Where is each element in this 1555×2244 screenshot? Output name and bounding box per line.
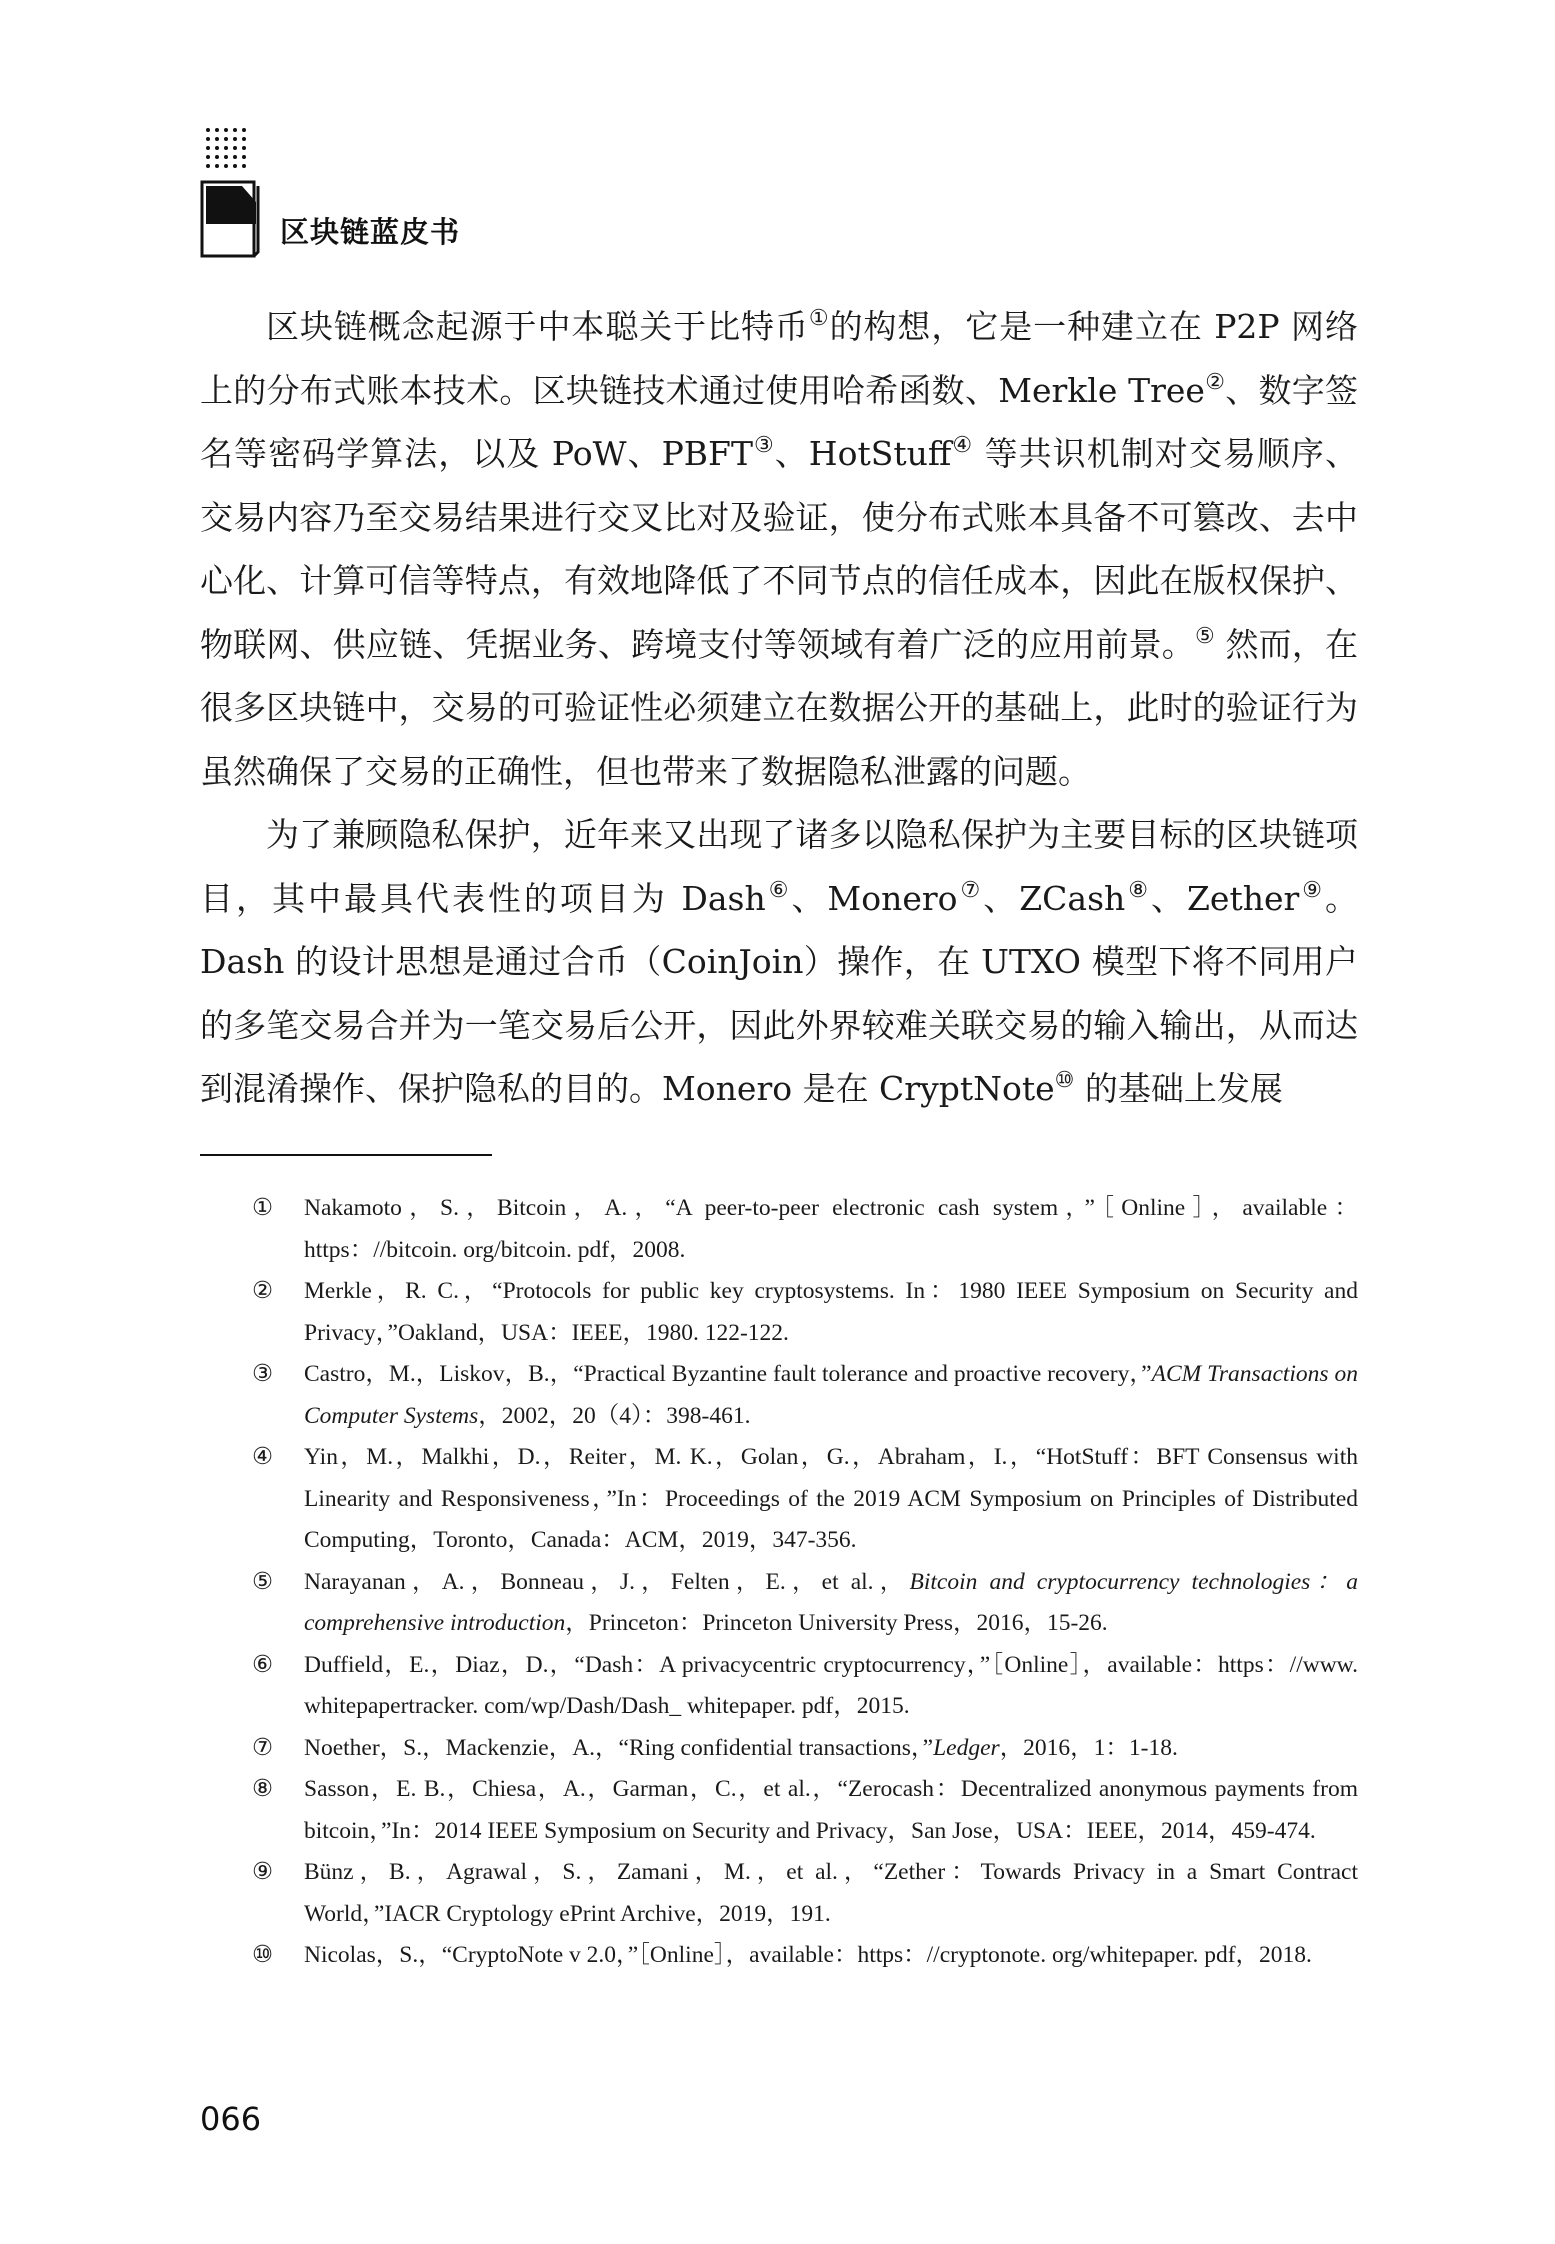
footnote-text: Sasson，E. B.，Chiesa，A.，Garman，C.，et al.，“Zerocash：Decentralized anonymous payments from bitcoin，”In：2014 IEEE Symposium on Security and Privacy，San Jose，USA：IEEE，2014，459-474.: [304, 1776, 1358, 1844]
footnote-ref[interactable]: ②: [1204, 369, 1226, 395]
book-icon: [200, 180, 262, 260]
footnote-ref[interactable]: ①: [808, 306, 830, 331]
footnote-10: [200, 1935, 1358, 1977]
footnote-text: Bünz，B.，Agrawal，S.，Zamani，M.，et al.，“Zether：Towards Privacy in a Smart Contract World，”IACR Cryptology ePrint Archive，2019，191.: [304, 1859, 1358, 1927]
footnote-ref[interactable]: ⑤: [1194, 623, 1215, 649]
dot: [233, 164, 237, 168]
paragraph-text: 、ZCash: [983, 878, 1126, 918]
dot: [242, 164, 246, 168]
paragraph-1: [200, 295, 1358, 803]
paragraph-text: 的构想，它是一种建立在 P2P 网络上的分布式账本技术。区块链技术通过使用哈希函数、Merkle Tree: [200, 307, 1358, 410]
footnote-text: ，2002，20（4）：398-461.: [478, 1402, 751, 1429]
dot: [215, 137, 219, 141]
footnote-ref[interactable]: ③: [752, 433, 775, 458]
paragraph-text: 区块链概念起源于中本聪关于比特币: [266, 307, 809, 346]
footnote-text: Nicolas，S.，“CryptoNote v 2.0，”［Online］，available：https：//cryptonote. org/whitepaper. pdf，2018.: [304, 1942, 1312, 1968]
footnote-number: ⑥: [252, 1651, 274, 1678]
main-body: [200, 295, 1358, 1121]
paragraph-text: 为了兼顾隐私保护，近年来又出现了诸多以隐私保护为主要目标的区块链项目，其中最具代表性的项目为 Dash: [200, 815, 1358, 918]
dot: [215, 164, 219, 168]
dot: [242, 137, 246, 141]
dot: [206, 155, 210, 159]
footnote-italic: ACM Transactions on Computer Systems: [304, 1361, 1358, 1429]
paragraph-text: 、Monero: [791, 878, 958, 918]
dot: [242, 146, 246, 150]
footnote-number: ⑩: [252, 1942, 274, 1968]
footnote-1: [200, 1188, 1358, 1271]
dot: [224, 128, 228, 132]
paragraph-text: 。Dash 的设计思想是通过合币（CoinJoin）操作，在 UTXO 模型下将不同用户的多笔交易合并为一笔交易后公开，因此外界较难关联交易的输入输出，从而达到混淆操作、保护隐私的目的。Monero 是在 CryptNote: [200, 878, 1358, 1108]
series-title: 区块链蓝皮书: [280, 215, 461, 249]
dot: [224, 155, 228, 159]
footnote-4: [200, 1437, 1358, 1562]
dot: [206, 164, 210, 168]
footnote-number: ②: [252, 1278, 274, 1304]
page-header: [200, 128, 600, 268]
footnote-number: ⑨: [252, 1859, 274, 1885]
dot: [206, 137, 210, 141]
footnote-text: Merkle，R. C.，“Protocols for public key cryptosystems. In：1980 IEEE Symposium on Security and Privacy，”Oakland，USA：IEEE，1980. 122-122.: [304, 1278, 1358, 1346]
footnote-italic: Bitcoin and cryptocurrency technologies：a comprehensive introduction: [304, 1568, 1358, 1636]
footnote-6: [200, 1645, 1358, 1728]
footnote-text: Castro，M.，Liskov，B.，“Practical Byzantine fault tolerance and proactive recovery，”: [304, 1361, 1152, 1387]
dot: [215, 128, 219, 132]
page-number: 066: [200, 2100, 262, 2138]
decorative-dots: [206, 128, 256, 176]
footnote-text: ，2016，1：1-18.: [999, 1734, 1178, 1761]
footnote-number: ⑤: [252, 1568, 274, 1595]
footnote-3: [200, 1354, 1358, 1437]
footnote-8: [200, 1769, 1358, 1852]
dot: [242, 155, 246, 159]
footnote-number: ④: [252, 1444, 274, 1470]
footnote-number: ③: [252, 1361, 274, 1387]
footnote-9: [200, 1852, 1358, 1935]
footnote-text: Yin，M.，Malkhi，D.，Reiter，M. K.，Golan，G.，Abraham，I.，“HotStuff：BFT Consensus with Linearity and Responsiveness，”In：Proceedings of the 2019 ACM Symposium on Principles of Distributed Computing，Toronto，Canada：ACM，2019，347-356.: [304, 1444, 1358, 1553]
footnotes-section: [200, 1188, 1358, 1977]
footnote-ref[interactable]: ⑥: [765, 877, 792, 903]
footnote-7: [200, 1728, 1358, 1770]
paragraph-text: 然而，在很多区块链中，交易的可验证性必须建立在数据公开的基础上，此时的验证行为虽然确保了交易的正确性，但也带来了数据隐私泄露的问题。: [200, 624, 1358, 791]
footnote-italic: Ledger: [933, 1734, 1000, 1761]
dot: [224, 137, 228, 141]
dot: [233, 146, 237, 150]
dot: [215, 146, 219, 150]
footnote-text: Duffield，E.，Diaz，D.，“Dash：A privacycentric cryptocurrency，”［Online］，available：https：//www. whitepapertracker. com/wp/Dash/Dash_ whitepaper. pdf，2015.: [304, 1651, 1358, 1719]
footnote-2: [200, 1271, 1358, 1354]
footnote-5: [200, 1562, 1358, 1645]
dot: [233, 155, 237, 159]
dot: [242, 128, 246, 132]
footnote-text: Narayanan，A.，Bonneau，J.，Felten，E.，et al.，: [304, 1568, 910, 1595]
dot: [233, 137, 237, 141]
paragraph-text: 等共识机制对交易顺序、交易内容乃至交易结果进行交叉比对及验证，使分布式账本具备不可篡改、去中心化、计算可信等特点，有效地降低了不同节点的信任成本，因此在版权保护、物联网、供应链、凭据业务、跨境支付等领域有着广泛的应用前景。: [200, 434, 1358, 664]
footnote-ref[interactable]: ⑦: [957, 877, 984, 903]
dot: [224, 146, 228, 150]
dot: [206, 146, 210, 150]
paragraph-text: 、HotStuff: [774, 434, 952, 473]
dot: [224, 164, 228, 168]
paragraph-text: 的基础上发展: [1074, 1069, 1283, 1108]
footnote-ref[interactable]: ④: [951, 433, 974, 458]
dot: [215, 155, 219, 159]
footnote-text: Nakamoto，S.，Bitcoin，A.，“A peer-to-peer electronic cash system，”［Online］，available：https：//bitcoin. org/bitcoin. pdf，2008.: [304, 1195, 1358, 1263]
footnote-ref[interactable]: ⑨: [1299, 877, 1325, 903]
footnote-text: Noether，S.，Mackenzie，A.，“Ring confidential transactions，”: [304, 1734, 934, 1761]
footnote-text: ，Princeton：Princeton University Press，2016，15-26.: [565, 1610, 1108, 1636]
paragraph-text: 、Zether: [1151, 878, 1300, 918]
dot: [206, 128, 210, 132]
footnote-divider: [200, 1154, 492, 1156]
footnote-ref[interactable]: ⑧: [1125, 877, 1151, 903]
paragraph-text: 、数字签名等密码学算法，以及 PoW、PBFT: [200, 370, 1358, 473]
footnote-ref[interactable]: ⑩: [1054, 1068, 1075, 1093]
footnote-number: ⑧: [252, 1776, 274, 1802]
footnote-number: ①: [252, 1195, 274, 1221]
dot: [233, 128, 237, 132]
footnote-number: ⑦: [252, 1734, 274, 1761]
paragraph-2: [200, 803, 1358, 1121]
